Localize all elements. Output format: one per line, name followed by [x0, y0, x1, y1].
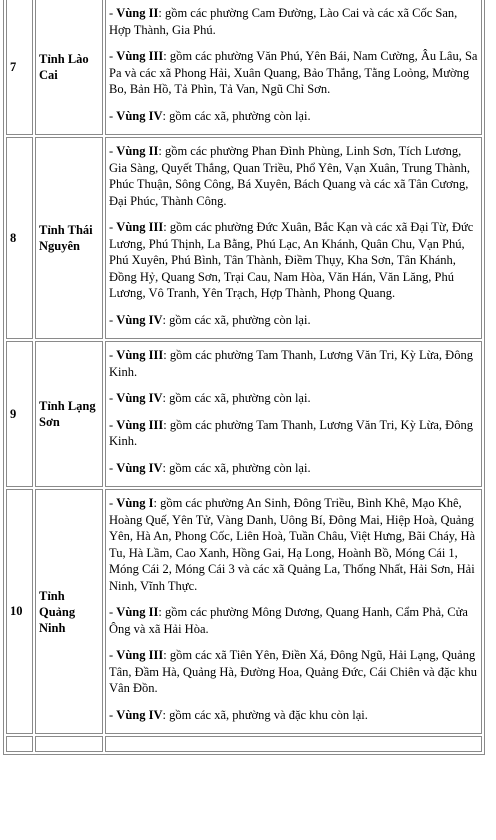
zone-label: Vùng I [116, 496, 154, 510]
row-number [6, 736, 33, 752]
zone-item: - Vùng III: gồm các phường Tam Thanh, Lương Văn Tri, Kỳ Lừa, Đông Kinh. [109, 348, 473, 379]
zone-description [105, 489, 482, 734]
zone-text: gồm các phường Phan Đình Phùng, Linh Sơn, Tích Lương, Gia Sàng, Quyết Thắng, Quan Triều, Phổ Yên, Vạn Xuân, Trung Thành, Phúc Thuận, Sông Công, Bá Xuyên, Bách Quang và các xã Tân Cương, Đại Phúc, Thành Công. [109, 144, 470, 208]
zone-text: gồm các xã, phường còn lại. [169, 312, 311, 327]
zone-label: Vùng II [116, 6, 159, 20]
table-row [6, 0, 482, 135]
province-name [35, 736, 103, 752]
table-row [6, 489, 482, 734]
zone-item: - Vùng III: gồm các xã Tiên Yên, Điền Xá, Đông Ngũ, Hải Lạng, Quảng Tân, Đầm Hà, Quảng Hà, Đường Hoa, Quảng Đức, Cái Chiên và đặc khu Vân Đồn. [109, 648, 477, 695]
table-row [6, 341, 482, 487]
zone-text: gồm các xã, phường còn lại. [169, 391, 311, 405]
zone-label: Vùng IV [116, 391, 163, 405]
zone-item: - Vùng II: gồm các phường Phan Đình Phùng, Linh Sơn, Tích Lương, Gia Sàng, Quyết Thắng, Quan Triều, Phổ Yên, Vạn Xuân, Trung Thành, Phúc Thuận, Sông Công, Bá Xuyên, Bách Quang và các xã Tân Cương, Đại Phúc, Thành Công. [109, 144, 470, 208]
zone-text: gồm các phường Văn Phú, Yên Bái, Nam Cường, Âu Lâu, Sa Pa và các xã Phong Hải, Xuân Quang, Bảo Thắng, Tằng Loỏng, Mường Bo, Bản Hồ, Tả Phìn, Tả Van, Ngũ Chỉ Sơn. [109, 49, 478, 96]
zone-item: - Vùng IV: gồm các xã, phường còn lại. [109, 391, 311, 405]
zone-text: gồm các xã, phường và đặc khu còn lại. [169, 707, 368, 722]
zone-label: Vùng III [116, 220, 164, 234]
zone-label: Vùng IV [116, 108, 163, 123]
zone-item: - Vùng IV: gồm các xã, phường và đặc khu còn lại. [109, 707, 368, 722]
zone-item: - Vùng III: gồm các phường Văn Phú, Yên Bái, Nam Cường, Âu Lâu, Sa Pa và các xã Phong Hải, Xuân Quang, Bảo Thắng, Tằng Loỏng, Mường Bo, Bản Hồ, Tả Phìn, Tả Van, Ngũ Chỉ Sơn. [109, 49, 478, 96]
row-number: 9 [6, 341, 33, 487]
zone-label: Vùng IV [116, 460, 163, 475]
zone-description [105, 341, 482, 487]
zone-description [105, 137, 482, 339]
zone-item: - Vùng I: gồm các phường An Sinh, Đông Triều, Bình Khê, Mạo Khê, Hoàng Quế, Yên Tử, Vàng Danh, Uông Bí, Đông Mai, Hiệp Hoà, Quảng Yên, Hà An, Phong Cốc, Liên Hoà, Tuần Châu, Việt Hưng, Bãi Cháy, Hà Tu, Hà Lầm, Cao Xanh, Hồng Gai, Hạ Long, Hoành Bồ, Móng Cái 1, Móng Cái 2, Móng Cái 3 và các xã Quảng La, Thống Nhất, Hải Sơn, Hải Ninh, Vĩnh Thực. [109, 496, 476, 593]
zone-text: gồm các phường An Sinh, Đông Triều, Bình Khê, Mạo Khê, Hoàng Quế, Yên Tử, Vàng Danh, Uông Bí, Đông Mai, Hiệp Hoà, Quảng Yên, Hà An, Phong Cốc, Liên Hoà, Tuần Châu, Việt Hưng, Bãi Cháy, Hà Tu, Hà Lầm, Cao Xanh, Hồng Gai, Hạ Long, Hoành Bồ, Móng Cái 1, Móng Cái 2, Móng Cái 3 và các xã Quảng La, Thống Nhất, Hải Sơn, Hải Ninh, Vĩnh Thực. [109, 496, 476, 593]
zone-label: Vùng III [116, 49, 164, 63]
province-name: Tỉnh Quảng Ninh [35, 489, 103, 734]
zone-description [105, 0, 482, 135]
table-row [6, 736, 482, 752]
zone-description [105, 736, 482, 752]
zone-label: Vùng III [116, 417, 164, 432]
zone-item: - Vùng III: gồm các phường Tam Thanh, Lương Văn Tri, Kỳ Lừa, Đông Kinh. [109, 417, 473, 448]
zone-text: gồm các phường Cam Đường, Lào Cai và các xã Cốc San, Hợp Thành, Gia Phú. [109, 6, 458, 37]
zone-text: gồm các xã, phường còn lại. [169, 460, 311, 475]
region-table [3, 0, 485, 755]
zone-text: gồm các xã, phường còn lại. [169, 108, 311, 123]
zone-item: - Vùng IV: gồm các xã, phường còn lại. [109, 312, 311, 327]
zone-text: gồm các phường Tam Thanh, Lương Văn Tri, Kỳ Lừa, Đông Kinh. [109, 348, 473, 379]
zone-item: - Vùng II: gồm các phường Cam Đường, Lào Cai và các xã Cốc San, Hợp Thành, Gia Phú. [109, 6, 458, 37]
zone-label: Vùng IV [116, 312, 163, 327]
province-name: Tỉnh Thái Nguyên [35, 137, 103, 339]
zone-text: gồm các phường Mông Dương, Quang Hanh, Cẩm Phả, Cửa Ông và xã Hải Hòa. [109, 605, 468, 636]
province-name: Tỉnh Lào Cai [35, 0, 103, 135]
row-number: 8 [6, 137, 33, 339]
province-name: Tỉnh Lạng Sơn [35, 341, 103, 487]
row-number: 10 [6, 489, 33, 734]
zone-item: - Vùng IV: gồm các xã, phường còn lại. [109, 108, 311, 123]
zone-item: - Vùng II: gồm các phường Mông Dương, Quang Hanh, Cẩm Phả, Cửa Ông và xã Hải Hòa. [109, 605, 468, 636]
row-number: 7 [6, 0, 33, 135]
zone-text: gồm các phường Đức Xuân, Bắc Kạn và các xã Đại Từ, Đức Lương, Phú Thịnh, La Bằng, Phú Lạc, An Khánh, Quân Chu, Vạn Phú, Phú Xuyên, Phú Bình, Tân Thành, Điềm Thụy, Kha Sơn, Tân Khánh, Đồng Hỷ, Quang Sơn, Trại Cau, Nam Hòa, Văn Hán, Văn Lăng, Phú Lương, Vô Tranh, Yên Trạch, Hợp Thành, Phong Quang. [109, 220, 474, 300]
zone-label: Vùng III [116, 348, 164, 362]
table-row [6, 137, 482, 339]
zone-item: - Vùng III: gồm các phường Đức Xuân, Bắc Kạn và các xã Đại Từ, Đức Lương, Phú Thịnh, La Bằng, Phú Lạc, An Khánh, Quân Chu, Vạn Phú, Phú Xuyên, Phú Bình, Tân Thành, Điềm Thụy, Kha Sơn, Tân Khánh, Đồng Hỷ, Quang Sơn, Trại Cau, Nam Hòa, Văn Hán, Văn Lăng, Phú Lương, Vô Tranh, Yên Trạch, Hợp Thành, Phong Quang. [109, 220, 474, 300]
zone-label: Vùng III [116, 648, 164, 662]
zone-label: Vùng IV [116, 707, 163, 722]
zone-text: gồm các phường Tam Thanh, Lương Văn Tri, Kỳ Lừa, Đông Kinh. [109, 417, 473, 448]
zone-label: Vùng II [116, 605, 159, 619]
zone-item: - Vùng IV: gồm các xã, phường còn lại. [109, 460, 311, 475]
zone-label: Vùng II [116, 144, 159, 158]
zone-text: gồm các xã Tiên Yên, Điền Xá, Đông Ngũ, Hải Lạng, Quảng Tân, Đầm Hà, Quảng Hà, Đường Hoa, Quảng Đức, Cái Chiên và đặc khu Vân Đồn. [109, 648, 477, 695]
